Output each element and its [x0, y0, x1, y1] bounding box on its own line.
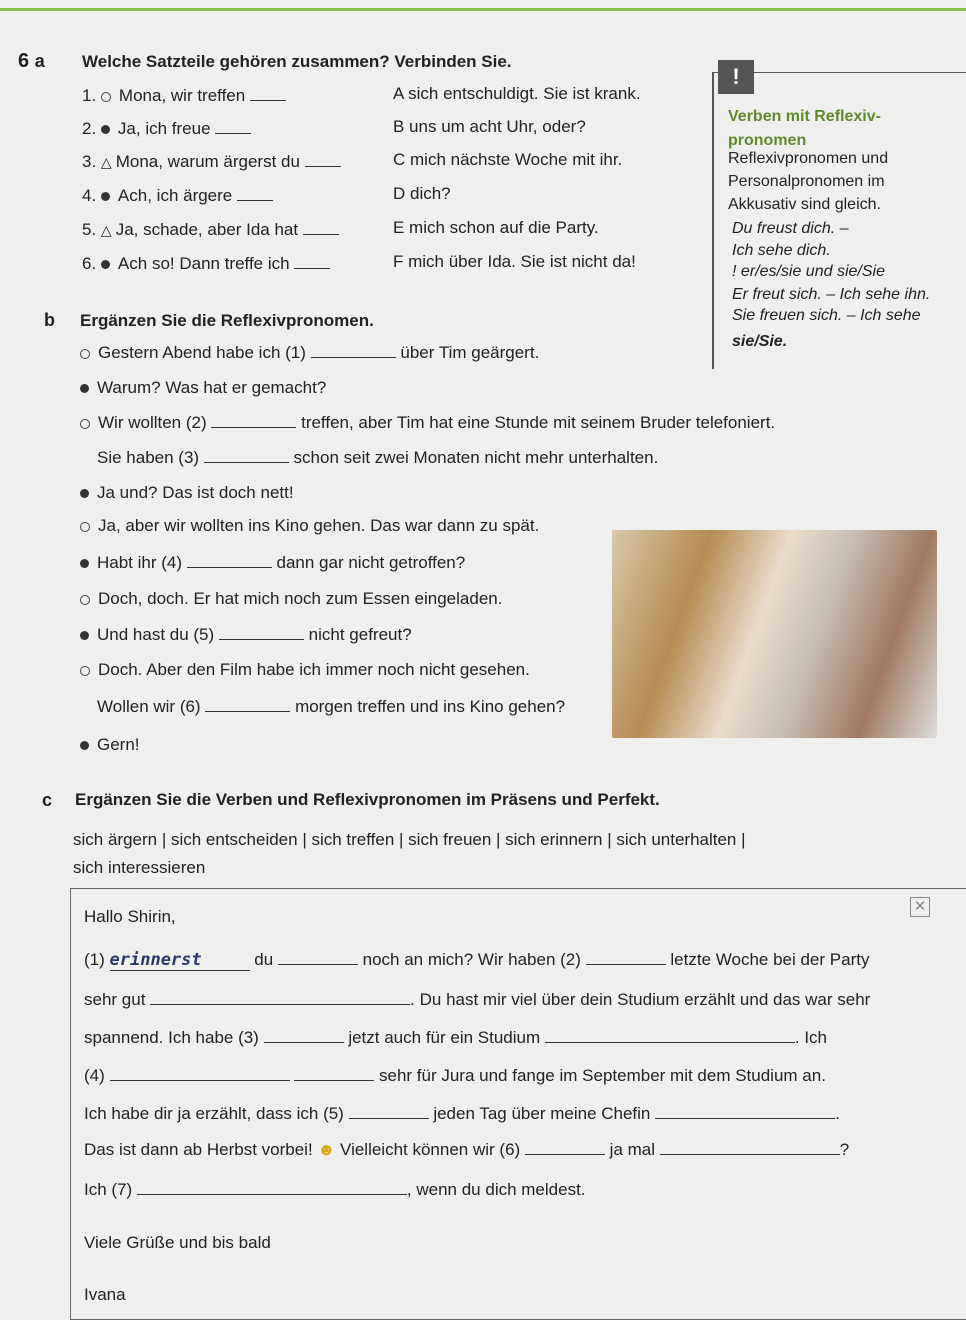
blank[interactable]: [349, 1104, 429, 1119]
email-closing: Viele Grüße und bis bald: [84, 1233, 271, 1252]
dialogue-line: Habt ihr (4) dann gar nicht getroffen?: [80, 553, 465, 573]
dialogue-line: Gern!: [80, 735, 140, 755]
hollow-dot-icon: [80, 522, 90, 532]
dialogue-line: Warum? Was hat er gemacht?: [80, 378, 326, 398]
answer-input-1[interactable]: erinnerst: [110, 950, 250, 971]
filled-dot-icon: [80, 741, 89, 750]
exercise-a-title: Welche Satzteile gehören zusammen? Verbinden Sie.: [82, 52, 512, 71]
exercise-b-title: Ergänzen Sie die Reflexivpronomen.: [80, 311, 374, 330]
match-item-left: 3. △ Mona, warum ärgerst du: [82, 152, 341, 172]
blank[interactable]: [110, 1066, 290, 1081]
info-box-line: Sie freuen sich. – Ich sehe: [732, 307, 921, 324]
blank[interactable]: [219, 625, 304, 640]
spacer: [80, 703, 89, 712]
info-box-line: Er freut sich. – Ich sehe ihn.: [732, 286, 931, 303]
blank[interactable]: [215, 119, 251, 134]
match-item-left: 2. Ja, ich freue: [82, 119, 251, 139]
blank[interactable]: [305, 152, 341, 167]
filled-dot-icon: [101, 192, 110, 201]
blank[interactable]: [205, 697, 290, 712]
blank[interactable]: [655, 1104, 835, 1119]
info-box-line: Ich sehe dich.: [732, 242, 831, 259]
hollow-dot-icon: [80, 595, 90, 605]
email-greeting: Hallo Shirin,: [84, 907, 176, 926]
blank[interactable]: [187, 553, 272, 568]
blank[interactable]: [264, 1028, 344, 1043]
blank[interactable]: [586, 950, 666, 965]
blank[interactable]: [250, 86, 286, 101]
exercise-c-letter: c: [42, 790, 53, 810]
match-item-right: A sich entschuldigt. Sie ist krank.: [393, 84, 641, 103]
email-line-4: (4) sehr für Jura und fange im September mit dem Studium an.: [84, 1066, 826, 1085]
email-line-7: Ich (7) , wenn du dich meldest.: [84, 1180, 586, 1199]
info-box-title: pronomen: [728, 132, 807, 149]
filled-dot-icon: [101, 125, 110, 134]
match-item-right: B uns um acht Uhr, oder?: [393, 117, 586, 136]
dialogue-line: Ja, aber wir wollten ins Kino gehen. Das war dann zu spät.: [80, 516, 539, 536]
blank[interactable]: [525, 1140, 605, 1155]
info-box-line: Akkusativ sind gleich.: [728, 196, 881, 213]
smiley-icon: ☻: [317, 1140, 336, 1159]
dialogue-line: Und hast du (5) nicht gefreut?: [80, 625, 412, 645]
blank[interactable]: [294, 254, 330, 269]
hollow-dot-icon: [80, 666, 90, 676]
match-item-right: E mich schon auf die Party.: [393, 218, 599, 237]
blank[interactable]: [204, 448, 289, 463]
dialogue-line: Doch. Aber den Film habe ich immer noch nicht gesehen.: [80, 660, 530, 680]
blank[interactable]: [303, 220, 339, 235]
email-line-1: (1) erinnerst du noch an mich? Wir haben (2) letzte Woche bei der Party: [84, 950, 870, 970]
info-box-line: Personalpronomen im: [728, 173, 885, 190]
dialogue-line: Doch, doch. Er hat mich noch zum Essen eingeladen.: [80, 589, 502, 609]
filled-dot-icon: [80, 631, 89, 640]
dialogue-line: Sie haben (3) schon seit zwei Monaten nicht mehr unterhalten.: [80, 448, 658, 468]
match-item-left: 6. Ach so! Dann treffe ich: [82, 254, 330, 274]
blank[interactable]: [660, 1140, 840, 1155]
blank[interactable]: [311, 343, 396, 358]
dialogue-line: Wollen wir (6) morgen treffen und ins Kino gehen?: [80, 697, 565, 717]
hollow-dot-icon: [80, 419, 90, 429]
filled-dot-icon: [80, 559, 89, 568]
match-item-right: D dich?: [393, 184, 451, 203]
photo-two-women-talking: [612, 530, 937, 738]
close-icon[interactable]: ✕: [910, 897, 930, 917]
filled-dot-icon: [80, 489, 89, 498]
blank[interactable]: [150, 990, 410, 1005]
dialogue-line: Gestern Abend habe ich (1) über Tim geärgert.: [80, 343, 539, 363]
blank[interactable]: [278, 950, 358, 965]
email-line-5: Ich habe dir ja erzählt, dass ich (5) jeden Tag über meine Chefin .: [84, 1104, 840, 1123]
hollow-dot-icon: [101, 92, 111, 102]
hollow-dot-icon: [80, 349, 90, 359]
info-box-title: Verben mit Reflexiv-: [728, 108, 881, 125]
blank[interactable]: [545, 1028, 795, 1043]
email-line-6: Das ist dann ab Herbst vorbei! ☻ Vielleicht können wir (6) ja mal ?: [84, 1140, 850, 1159]
blank[interactable]: [294, 1066, 374, 1081]
match-item-left: 4. Ach, ich ärgere: [82, 186, 273, 206]
blank[interactable]: [211, 413, 296, 428]
exercise-b-letter: b: [44, 310, 55, 330]
verb-list: sich ärgern | sich entscheiden | sich treffen | sich freuen | sich erinnern | sich unterhalten |: [73, 830, 746, 849]
filled-dot-icon: [80, 384, 89, 393]
match-item-right: C mich nächste Woche mit ihr.: [393, 150, 623, 169]
dialogue-line: Wir wollten (2) treffen, aber Tim hat eine Stunde mit seinem Bruder telefoniert.: [80, 413, 775, 433]
match-item-left: 1. Mona, wir treffen: [82, 86, 286, 106]
info-box-line: Reflexivpronomen und: [728, 150, 889, 167]
blank[interactable]: [237, 186, 273, 201]
info-box-line: sie/Sie.: [732, 333, 788, 350]
info-box-line: ! er/es/sie und sie/Sie: [732, 263, 885, 280]
exercise-number: 6 a: [18, 50, 45, 72]
verb-list: sich interessieren: [73, 858, 206, 877]
exclamation-icon: !: [718, 60, 754, 94]
spacer: [80, 454, 89, 463]
filled-dot-icon: [101, 260, 110, 269]
exercise-c-title: Ergänzen Sie die Verben und Reflexivpronomen im Präsens und Perfekt.: [75, 790, 660, 809]
top-rule: [0, 8, 966, 11]
info-box-line: Du freust dich. –: [732, 220, 849, 237]
dialogue-line: Ja und? Das ist doch nett!: [80, 483, 294, 503]
email-line-2: sehr gut . Du hast mir viel über dein Studium erzählt und das war sehr: [84, 990, 871, 1009]
blank[interactable]: [137, 1180, 407, 1195]
triangle-icon: △: [100, 154, 112, 170]
email-signature: Ivana: [84, 1285, 126, 1304]
email-line-3: spannend. Ich habe (3) jetzt auch für ein Studium . Ich: [84, 1028, 828, 1047]
match-item-left: 5. △ Ja, schade, aber Ida hat: [82, 220, 339, 240]
triangle-icon: △: [100, 222, 112, 238]
match-item-right: F mich über Ida. Sie ist nicht da!: [393, 252, 636, 271]
